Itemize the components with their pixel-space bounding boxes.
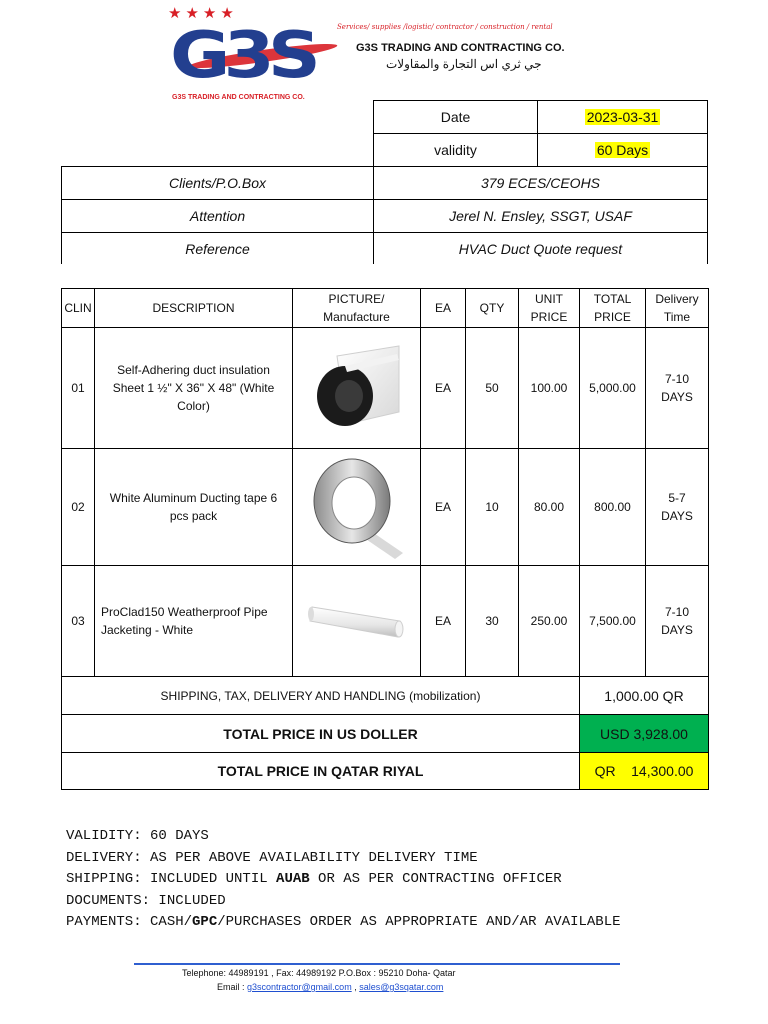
col-total-price: TOTAL PRICE	[580, 289, 646, 328]
reference-value: HVAC Duct Quote request	[458, 240, 623, 257]
table-row	[62, 566, 709, 677]
row-delivery: 7-10 DAYS	[646, 566, 709, 677]
email-link-sales[interactable]: sales@g3sqatar.com	[359, 982, 444, 992]
row-total-price: 7,500.00	[580, 566, 646, 677]
row-ea: EA	[421, 566, 466, 677]
row-qty: 30	[466, 566, 519, 677]
pipe-jacketing-icon	[302, 591, 412, 651]
shipping-row	[62, 677, 709, 715]
row-clin: 01	[62, 328, 95, 449]
col-description: DESCRIPTION	[95, 289, 293, 328]
row-delivery: 7-10 DAYS	[646, 328, 709, 449]
row-picture	[293, 566, 421, 677]
shipping-label: SHIPPING, TAX, DELIVERY AND HANDLING (mobilization)	[62, 677, 580, 715]
row-description: ProClad150 Weatherproof Pipe Jacketing - White	[95, 566, 293, 677]
row-qty: 10	[466, 449, 519, 566]
reference-label-cell	[61, 232, 374, 264]
logo-mark: G3S	[170, 19, 314, 93]
client-value-cell	[373, 166, 708, 200]
validity-label: validity	[434, 142, 477, 158]
col-delivery-time: Delivery Time	[646, 289, 709, 328]
attention-label-cell	[61, 199, 374, 233]
terms-payments: PAYMENTS: CASH/GPC/PURCHASES ORDER AS APPROPRIATE AND/AR AVAILABLE	[66, 914, 621, 930]
validity-label-cell	[373, 133, 538, 167]
terms-delivery: DELIVERY: AS PER ABOVE AVAILABILITY DELIVERY TIME	[66, 849, 478, 866]
reference-label: Reference	[185, 240, 250, 257]
shipping-value: 1,000.00 QR	[580, 677, 709, 715]
row-description: White Aluminum Ducting tape 6 pcs pack	[95, 449, 293, 566]
total-usd-label: TOTAL PRICE IN US DOLLER	[62, 715, 580, 753]
total-usd-value: USD 3,928.00	[580, 715, 709, 753]
reference-value-cell	[373, 232, 708, 264]
table-row	[62, 449, 709, 566]
quote-items-table	[61, 288, 709, 790]
table-header-row	[62, 289, 709, 328]
row-unit-price: 250.00	[519, 566, 580, 677]
total-usd-row	[62, 715, 709, 753]
attention-label: Attention	[189, 208, 246, 224]
validity-value: 60 Days	[596, 142, 649, 158]
company-logo	[168, 4, 348, 104]
email-link-contractor[interactable]: g3scontractor@gmail.com	[247, 982, 352, 992]
date-value-cell	[537, 100, 708, 134]
logo-subtitle: G3S TRADING AND CONTRACTING CO.	[172, 94, 305, 101]
date-label: Date	[440, 109, 471, 125]
terms-block	[66, 826, 621, 934]
client-label-cell	[61, 166, 374, 200]
terms-documents: DOCUMENTS: INCLUDED	[66, 892, 226, 909]
row-ea: EA	[421, 328, 466, 449]
row-delivery: 5-7 DAYS	[646, 449, 709, 566]
total-qar-row	[62, 753, 709, 790]
attention-value: Jerel N. Ensley, SSGT, USAF	[449, 208, 632, 224]
validity-value-cell	[537, 133, 708, 167]
footer-contact: Telephone: 44989191 , Fax: 44989192 P.O.Box : 95210 Doha- Qatar	[182, 968, 456, 978]
terms-shipping: SHIPPING: INCLUDED UNTIL AUAB OR AS PER CONTRACTING OFFICER	[66, 871, 562, 887]
company-name-en: G3S TRADING AND CONTRACTING CO.	[356, 42, 565, 54]
total-qar-value: QR 14,300.00	[580, 753, 709, 790]
row-picture	[293, 328, 421, 449]
company-tagline: Services/ supplies /logistic/ contractor / construction / rental	[337, 23, 553, 31]
row-qty: 50	[466, 328, 519, 449]
company-name-ar: جي ثري اس التجارة والمقاولات	[386, 57, 542, 71]
aluminum-tape-icon	[307, 455, 407, 559]
client-value: 379 ECES/CEOHS	[480, 175, 601, 191]
col-unit-price: UNIT PRICE	[519, 289, 580, 328]
row-description: Self-Adhering duct insulation Sheet 1 ½" X 36" X 48" (White Color)	[95, 328, 293, 449]
footer-divider	[134, 963, 620, 965]
row-total-price: 5,000.00	[580, 328, 646, 449]
col-picture: PICTURE/ Manufacture	[293, 289, 421, 328]
client-label: Clients/P.O.Box	[168, 175, 266, 191]
footer-email: Email : g3scontractor@gmail.com , sales@g3sqatar.com	[217, 982, 444, 992]
row-picture	[293, 449, 421, 566]
col-clin: CLIN	[62, 289, 95, 328]
row-unit-price: 80.00	[519, 449, 580, 566]
date-value: 2023-03-31	[586, 109, 659, 125]
row-clin: 02	[62, 449, 95, 566]
row-total-price: 800.00	[580, 449, 646, 566]
attention-value-cell	[373, 199, 708, 233]
terms-validity: VALIDITY: 60 DAYS	[66, 828, 209, 844]
insulation-roll-icon	[307, 338, 407, 438]
col-qty: QTY	[466, 289, 519, 328]
total-qar-label: TOTAL PRICE IN QATAR RIYAL	[62, 753, 580, 790]
logo-stars-icon: ★★★★	[168, 5, 238, 22]
row-unit-price: 100.00	[519, 328, 580, 449]
date-label-cell	[373, 100, 538, 134]
table-row	[62, 328, 709, 449]
row-ea: EA	[421, 449, 466, 566]
col-ea: EA	[421, 289, 466, 328]
row-clin: 03	[62, 566, 95, 677]
